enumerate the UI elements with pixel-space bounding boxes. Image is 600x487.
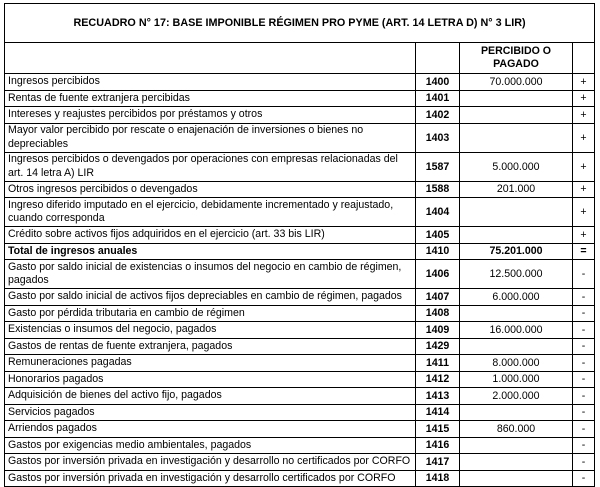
table-row: [5, 305, 595, 322]
row-label: Remuneraciones pagadas: [5, 355, 416, 372]
row-code: 1403: [416, 123, 460, 152]
row-sign: +: [573, 198, 595, 227]
row-code: 1418: [416, 470, 460, 487]
table-row: [5, 388, 595, 405]
row-code: 1405: [416, 227, 460, 244]
row-label: Adquisición de bienes del activo fijo, pagados: [5, 388, 416, 405]
row-label: Mayor valor percibido por rescate o enajenación de inversiones o bienes no depreciables: [5, 123, 416, 152]
row-value: 201.000: [460, 181, 573, 198]
table-row: [5, 421, 595, 438]
row-value: 2.000.000: [460, 388, 573, 405]
header-percibido-pagado: PERCIBIDO O PAGADO: [460, 43, 573, 74]
row-label: Total de ingresos anuales: [5, 243, 416, 260]
row-label: Ingreso diferido imputado en el ejercicio, debidamente incrementado y reajustado, cuando corresponda: [5, 198, 416, 227]
row-label: Ingresos percibidos o devengados por operaciones con empresas relacionadas del art. 14 letra A) LIR: [5, 152, 416, 181]
table-row: [5, 470, 595, 487]
row-sign: +: [573, 107, 595, 124]
table-row: [5, 107, 595, 124]
row-value: [460, 305, 573, 322]
row-label: Existencias o insumos del negocio, pagados: [5, 322, 416, 339]
table-row: [5, 338, 595, 355]
table-row: [5, 123, 595, 152]
row-sign: -: [573, 322, 595, 339]
row-label: Arriendos pagados: [5, 421, 416, 438]
row-value: 8.000.000: [460, 355, 573, 372]
row-code: 1429: [416, 338, 460, 355]
table-row: [5, 437, 595, 454]
table-title: RECUADRO N° 17: BASE IMPONIBLE RÉGIMEN PRO PYME (ART. 14 LETRA D) N° 3 LIR): [5, 4, 595, 43]
row-sign: -: [573, 289, 595, 306]
row-sign: +: [573, 227, 595, 244]
row-sign: -: [573, 338, 595, 355]
row-value: 12.500.000: [460, 260, 573, 289]
row-sign: -: [573, 305, 595, 322]
row-value: [460, 198, 573, 227]
row-sign: -: [573, 355, 595, 372]
row-label: Honorarios pagados: [5, 371, 416, 388]
row-sign: -: [573, 388, 595, 405]
row-code: 1406: [416, 260, 460, 289]
row-value: [460, 470, 573, 487]
row-label: Gasto por saldo inicial de existencias o insumos del negocio en cambio de régimen, pagados: [5, 260, 416, 289]
header-blank-sign: [573, 43, 595, 74]
row-value: [460, 227, 573, 244]
row-label: Intereses y reajustes percibidos por préstamos y otros: [5, 107, 416, 124]
row-code: 1402: [416, 107, 460, 124]
row-label: Servicios pagados: [5, 404, 416, 421]
row-sign: +: [573, 181, 595, 198]
table-row: [5, 260, 595, 289]
row-sign: =: [573, 243, 595, 260]
row-sign: -: [573, 404, 595, 421]
row-label: Gastos por inversión privada en investigación y desarrollo no certificados por CORFO: [5, 454, 416, 471]
row-label: Crédito sobre activos fijos adquiridos en el ejercicio (art. 33 bis LIR): [5, 227, 416, 244]
row-value: 6.000.000: [460, 289, 573, 306]
table-row: [5, 322, 595, 339]
row-sign: +: [573, 123, 595, 152]
row-code: 1412: [416, 371, 460, 388]
row-code: 1409: [416, 322, 460, 339]
row-value: [460, 107, 573, 124]
row-sign: -: [573, 437, 595, 454]
row-code: 1411: [416, 355, 460, 372]
row-label: Otros ingresos percibidos o devengados: [5, 181, 416, 198]
row-value: 1.000.000: [460, 371, 573, 388]
row-code: 1414: [416, 404, 460, 421]
row-label: Gastos de rentas de fuente extranjera, pagados: [5, 338, 416, 355]
row-sign: -: [573, 454, 595, 471]
table-row: [5, 152, 595, 181]
row-label: Gastos por inversión privada en investigación y desarrollo certificados por CORFO: [5, 470, 416, 487]
row-label: Gasto por pérdida tributaria en cambio de régimen: [5, 305, 416, 322]
row-code: 1401: [416, 90, 460, 107]
row-sign: -: [573, 421, 595, 438]
table-row: [5, 181, 595, 198]
row-value: [460, 454, 573, 471]
table-row: [5, 198, 595, 227]
row-sign: -: [573, 470, 595, 487]
row-value: [460, 90, 573, 107]
table-row: [5, 90, 595, 107]
row-code: 1413: [416, 388, 460, 405]
row-code: 1408: [416, 305, 460, 322]
table-row: [5, 243, 595, 260]
row-value: [460, 123, 573, 152]
row-code: 1417: [416, 454, 460, 471]
table-row: [5, 371, 595, 388]
row-code: 1588: [416, 181, 460, 198]
row-value: 860.000: [460, 421, 573, 438]
row-sign: -: [573, 371, 595, 388]
row-label: Ingresos percibidos: [5, 74, 416, 91]
row-code: 1587: [416, 152, 460, 181]
header-blank-code: [416, 43, 460, 74]
row-label: Gasto por saldo inicial de activos fijos depreciables en cambio de régimen, pagados: [5, 289, 416, 306]
row-value: 16.000.000: [460, 322, 573, 339]
row-code: 1410: [416, 243, 460, 260]
row-label: Rentas de fuente extranjera percibidas: [5, 90, 416, 107]
row-code: 1400: [416, 74, 460, 91]
row-value: 5.000.000: [460, 152, 573, 181]
table-row: [5, 227, 595, 244]
row-code: 1407: [416, 289, 460, 306]
row-sign: +: [573, 90, 595, 107]
row-value: 70.000.000: [460, 74, 573, 91]
row-code: 1416: [416, 437, 460, 454]
table-row: [5, 74, 595, 91]
row-sign: -: [573, 260, 595, 289]
row-label: Gastos por exigencias medio ambientales, pagados: [5, 437, 416, 454]
table-body: [5, 74, 595, 487]
row-value: [460, 404, 573, 421]
table-row: [5, 289, 595, 306]
table-row: [5, 355, 595, 372]
table-row: [5, 454, 595, 471]
row-sign: +: [573, 74, 595, 91]
row-sign: +: [573, 152, 595, 181]
header-blank-label: [5, 43, 416, 74]
row-code: 1415: [416, 421, 460, 438]
row-value: [460, 437, 573, 454]
row-code: 1404: [416, 198, 460, 227]
base-imponible-table: [4, 3, 595, 487]
row-value: [460, 338, 573, 355]
table-row: [5, 404, 595, 421]
row-value: 75.201.000: [460, 243, 573, 260]
